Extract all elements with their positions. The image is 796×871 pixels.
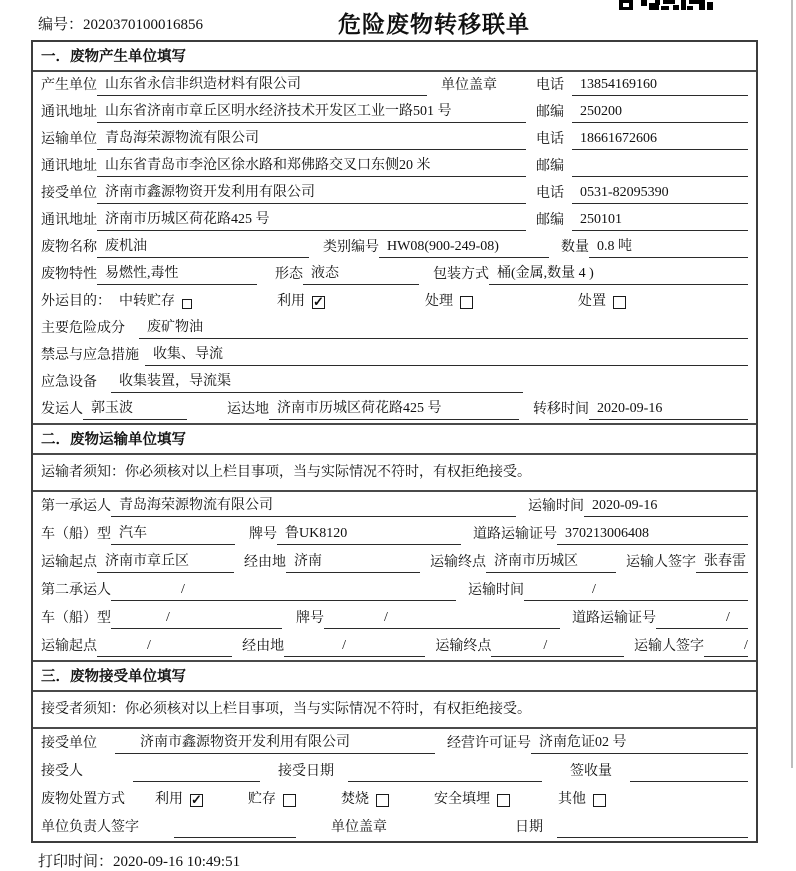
row-responsible-sign: [33, 813, 756, 841]
carrier1-label: 第一承运人: [41, 499, 111, 514]
vehicle-type-label: 车（船）型: [41, 611, 111, 626]
disposal-option: [434, 790, 510, 810]
carrier1-time: 2020-09-16: [584, 496, 748, 517]
category-value: HW08(900-249-08): [379, 237, 549, 258]
carrier2-end: /: [491, 636, 624, 657]
row-acceptor: [33, 757, 756, 785]
producer-phone-value: 13854169160: [572, 75, 748, 96]
receiver-phone-group: [536, 183, 748, 204]
carrier1-end: 济南市历城区: [486, 552, 616, 573]
row-producer: [33, 72, 756, 99]
transporter-sign-label: 运输人签字: [626, 555, 696, 570]
road-permit-label: 道路运输证号: [572, 611, 656, 626]
received-qty-label: 签收量: [570, 764, 612, 779]
transporter-zip-value: [572, 158, 748, 177]
checkbox-icon: [190, 794, 203, 807]
row-transporter: [33, 126, 756, 153]
via-label: 经由地: [242, 639, 285, 654]
row-carrier1-vehicle: [33, 520, 756, 548]
phone-label: 电话: [536, 132, 564, 147]
origin-label: 运输起点: [41, 639, 97, 654]
checkbox-label: 贮存: [248, 792, 276, 807]
carrier2-sign: /: [704, 636, 748, 657]
accept-date-value: [348, 763, 542, 782]
row-transporter-address: [33, 153, 756, 180]
address-label: 通讯地址: [41, 159, 97, 174]
purpose-option: [425, 292, 473, 312]
receiver-address-value: 济南市历城区荷花路425 号: [97, 210, 526, 231]
row-accept-unit: [33, 729, 756, 757]
packing-value: 桶(金属,数量 4 ): [489, 264, 748, 285]
transport-time-label: 运输时间: [528, 499, 584, 514]
waste-name-label: 废物名称: [41, 240, 97, 255]
row-disposal-method: [33, 785, 756, 813]
carrier1-name: 青岛海荣源物流有限公司: [111, 496, 516, 517]
transporter-notice: 运输者须知：你必须核对以上栏目事项，当与实际情况不符时，有权拒绝接受。: [33, 455, 756, 492]
responsible-sign-value: [174, 819, 296, 838]
page-right-edge: [791, 0, 793, 768]
checkbox-label: 其他: [558, 792, 586, 807]
section3-header: 三．废物接受单位填写: [33, 660, 756, 692]
row-emergency-equipment: [33, 369, 756, 396]
disposal-option: [341, 790, 389, 810]
receiver-label: 接受单位: [41, 186, 97, 201]
disposal-option: [558, 790, 606, 810]
disposal-option: [155, 790, 203, 810]
transporter-sign-label: 运输人签字: [634, 639, 705, 654]
checkbox-label: 利用: [155, 792, 183, 807]
carrier1-vehicle: 汽车: [111, 524, 235, 545]
packing-label: 包装方式: [433, 267, 489, 282]
checkbox-icon: [593, 794, 606, 807]
checkbox-icon: [182, 299, 192, 309]
address-label: 通讯地址: [41, 105, 97, 120]
taboo-label: 禁忌与应急措施: [41, 348, 139, 363]
transporter-address-value: 山东省青岛市李沧区徐水路和郑佛路交叉口东侧20 米: [97, 156, 526, 177]
carrier1-via: 济南: [286, 552, 420, 573]
transporter-phone-group: [536, 129, 748, 150]
equipment-label: 应急设备: [41, 375, 97, 390]
phone-label: 电话: [536, 78, 564, 93]
character-value: 易燃性,毒性: [97, 264, 257, 285]
section1-header: 一．废物产生单位填写: [33, 42, 756, 72]
unit-seal-label: 单位盖章: [331, 820, 387, 835]
disposal-option: [248, 790, 296, 810]
transporter-zip-group: [536, 157, 748, 177]
serial-value: 2020370100016856: [83, 17, 204, 33]
receiver-phone-value: 0531-82095390: [572, 183, 748, 204]
accept-unit-value: 济南市鑫源物资开发利用有限公司: [115, 733, 435, 754]
producer-label: 产生单位: [41, 78, 97, 93]
license-label: 经营许可证号: [447, 736, 531, 751]
form-value: 液态: [303, 264, 419, 285]
plate-label: 牌号: [296, 611, 324, 626]
row-producer-address: [33, 99, 756, 126]
date-value: [557, 819, 748, 838]
accept-date-label: 接受日期: [278, 764, 334, 779]
receiver-value: 济南市鑫源物资开发利用有限公司: [97, 183, 526, 204]
row-purpose: [33, 288, 756, 315]
road-permit-label: 道路运输证号: [473, 527, 557, 542]
row-carrier2: [33, 576, 756, 604]
quantity-value: 0.8 吨: [589, 237, 748, 258]
row-receiver: [33, 180, 756, 207]
zip-label: 邮编: [536, 159, 564, 174]
carrier2-label: 第二承运人: [41, 583, 111, 598]
checkbox-label: 中转贮存: [119, 294, 175, 309]
form-label: 形态: [275, 267, 303, 282]
checkbox-label: 利用: [277, 294, 305, 309]
hazard-value: 废矿物油: [139, 318, 748, 339]
carrier2-permit: /: [656, 608, 748, 629]
serial-number: [38, 13, 203, 34]
waste-name-value: 废机油: [97, 237, 309, 258]
print-time-label: 打印时间：: [38, 854, 114, 870]
category-label: 类别编号: [323, 240, 379, 255]
row-hazard-component: [33, 315, 756, 342]
zip-label: 邮编: [536, 105, 564, 120]
responsible-sign-label: 单位负责人签字: [41, 820, 139, 835]
shipper-value: 郭玉波: [83, 399, 187, 420]
print-time: [38, 850, 796, 871]
carrier1-sign: 张春雷: [696, 552, 748, 573]
receiver-notice: 接受者须知：你必须核对以上栏目事项，当与实际情况不符时，有权拒绝接受。: [33, 692, 756, 729]
destination-value: 济南市历城区荷花路425 号: [269, 399, 519, 420]
carrier2-time: /: [524, 580, 748, 601]
section2: [33, 423, 756, 660]
transfer-time-label: 转移时间: [533, 402, 589, 417]
receiver-group: [41, 183, 526, 204]
disposal-label: 废物处置方式: [41, 792, 125, 807]
receiver-zip-group: [536, 210, 748, 231]
phone-label: 电话: [536, 186, 564, 201]
quantity-label: 数量: [561, 240, 589, 255]
row-carrier2-route: [33, 632, 756, 660]
acceptor-label: 接受人: [41, 764, 83, 779]
qr-code-fragment-icon: [619, 0, 715, 11]
unit-seal-label: 单位盖章: [441, 78, 497, 93]
equipment-value: 收集装置，导流渠: [111, 372, 523, 393]
character-label: 废物特性: [41, 267, 97, 282]
taboo-value: 收集、导流: [145, 345, 748, 366]
row-carrier1-route: [33, 548, 756, 576]
checkbox-icon: [497, 794, 510, 807]
producer-address-value: 山东省济南市章丘区明水经济技术开发区工业一路501 号: [97, 102, 526, 123]
transporter-address-group: [41, 156, 526, 177]
row-taboo-measures: [33, 342, 756, 369]
origin-label: 运输起点: [41, 555, 97, 570]
zip-label: 邮编: [536, 213, 564, 228]
row-waste-character: [33, 261, 756, 288]
row-carrier2-vehicle: [33, 604, 756, 632]
receiver-address-group: [41, 210, 526, 231]
carrier1-plate: 鲁UK8120: [277, 524, 461, 545]
via-label: 经由地: [244, 555, 286, 570]
serial-label: 编号：: [38, 17, 84, 33]
producer-group: [41, 75, 526, 96]
producer-phone-group: [536, 75, 748, 96]
destination-label: 运达地: [227, 402, 269, 417]
checkbox-icon: [613, 296, 626, 309]
license-value: 济南危证02 号: [531, 733, 748, 754]
end-label: 运输终点: [430, 555, 486, 570]
carrier1-permit: 370213006408: [557, 524, 748, 545]
checkbox-icon: [460, 296, 473, 309]
date-label: 日期: [515, 820, 543, 835]
row-receiver-address: [33, 207, 756, 234]
carrier2-vehicle: /: [111, 608, 282, 629]
producer-zip-group: [536, 102, 748, 123]
checkbox-label: 安全填埋: [434, 792, 490, 807]
purpose-option: [119, 292, 192, 312]
receiver-zip-value: 250101: [572, 210, 748, 231]
carrier2-plate: /: [324, 608, 560, 629]
accept-unit-label: 接受单位: [41, 736, 97, 751]
carrier1-origin: 济南市章丘区: [97, 552, 234, 573]
section2-header: 二．废物运输单位填写: [33, 423, 756, 455]
row-shipper: [33, 396, 756, 423]
checkbox-label: 处置: [578, 294, 606, 309]
carrier2-origin: /: [97, 636, 232, 657]
producer-value: 山东省永信非织造材料有限公司: [97, 75, 427, 96]
transporter-label: 运输单位: [41, 132, 97, 147]
transport-time-label: 运输时间: [468, 583, 524, 598]
document-header: [0, 0, 796, 40]
transporter-group: [41, 129, 526, 150]
plate-label: 牌号: [249, 527, 277, 542]
received-qty-value: [630, 763, 748, 782]
checkbox-label: 焚烧: [341, 792, 369, 807]
end-label: 运输终点: [435, 639, 492, 654]
purpose-option: [578, 292, 626, 312]
checkbox-icon: [376, 794, 389, 807]
row-carrier1: [33, 492, 756, 520]
producer-zip-value: 250200: [572, 102, 748, 123]
carrier2-via: /: [284, 636, 425, 657]
section3: [33, 660, 756, 841]
hazard-label: 主要危险成分: [41, 321, 125, 336]
checkbox-icon: [283, 794, 296, 807]
carrier2-name: /: [111, 580, 456, 601]
checkbox-icon: [312, 296, 325, 309]
producer-address-group: [41, 102, 526, 123]
row-waste-name: [33, 234, 756, 261]
address-label: 通讯地址: [41, 213, 97, 228]
purpose-label: 外运目的：: [41, 294, 111, 309]
shipper-label: 发运人: [41, 402, 83, 417]
print-time-value: 2020-09-16 10:49:51: [113, 854, 241, 870]
transfer-time-value: 2020-09-16: [589, 399, 748, 420]
acceptor-value: [133, 763, 260, 782]
purpose-option: [277, 292, 325, 312]
transporter-phone-value: 18661672606: [572, 129, 748, 150]
transfer-form-table: [31, 40, 758, 843]
checkbox-label: 处理: [425, 294, 453, 309]
transporter-value: 青岛海荣源物流有限公司: [97, 129, 526, 150]
vehicle-type-label: 车（船）型: [41, 527, 111, 542]
page-title: 危险废物转移联单: [338, 12, 530, 37]
